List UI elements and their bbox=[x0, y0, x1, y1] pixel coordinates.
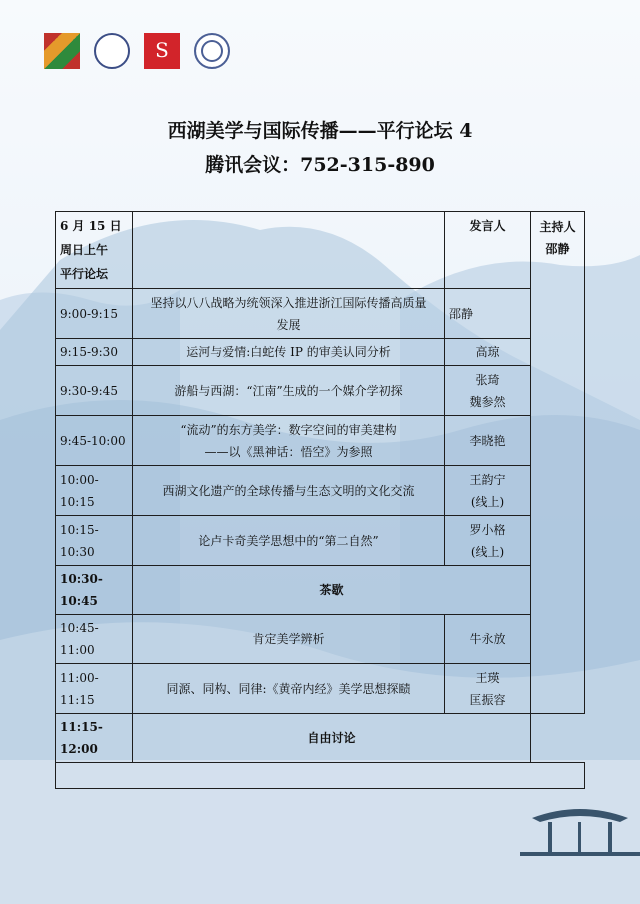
speaker-cell: 牛永放 bbox=[445, 615, 531, 664]
speaker-line: 魏参然 bbox=[469, 394, 506, 409]
speaker-cell bbox=[445, 516, 531, 566]
topic-cell bbox=[133, 289, 445, 339]
table-row bbox=[56, 416, 585, 466]
speaker-cell: 高琼 bbox=[445, 339, 531, 366]
topic-line: 坚持以八八战略为统领深入推进浙江国际传播高质量 bbox=[150, 295, 427, 310]
speaker-cell bbox=[445, 366, 531, 416]
discussion-label-cell: 自由讨论 bbox=[133, 714, 531, 763]
forum-label: 平行论坛 bbox=[60, 267, 109, 281]
date-label: 6 月 15 日 bbox=[60, 219, 122, 233]
table-row bbox=[56, 466, 585, 516]
discussion-time-cell: 11:15-12:00 bbox=[56, 714, 133, 763]
header-date-cell bbox=[56, 212, 133, 289]
speaker-line: 王韵宁 bbox=[469, 472, 506, 487]
topic-cell: 论卢卡奇美学思想中的“第二自然” bbox=[133, 516, 445, 566]
schedule-table bbox=[55, 211, 585, 789]
speaker-cell bbox=[445, 466, 531, 516]
university-emblem-logo bbox=[194, 33, 230, 69]
time-cell: 11:00-11:15 bbox=[56, 664, 133, 714]
break-label-cell: 茶歇 bbox=[133, 566, 531, 615]
speaker-header: 发言人 bbox=[445, 212, 531, 289]
topic-cell: 运河与爱情:白蛇传 IP 的审美认同分析 bbox=[133, 339, 445, 366]
time-cell: 9:45-10:00 bbox=[56, 416, 133, 466]
table-row bbox=[56, 339, 585, 366]
speaker-line: 匡振容 bbox=[469, 692, 506, 707]
table-row bbox=[56, 289, 585, 339]
zhejiang-university-logo bbox=[94, 33, 130, 69]
topic-line: ——以《黑神话：悟空》为参照 bbox=[204, 444, 373, 459]
topic-line: 发展 bbox=[276, 317, 301, 332]
speaker-line: (线上) bbox=[470, 544, 505, 559]
speaker-line: (线上) bbox=[470, 494, 505, 509]
host-name: 邵静 bbox=[545, 242, 570, 256]
table-row bbox=[56, 366, 585, 416]
time-cell: 9:30-9:45 bbox=[56, 366, 133, 416]
header-topic-cell bbox=[133, 212, 445, 289]
red-seal-logo: S bbox=[144, 33, 180, 69]
table-row-break bbox=[56, 566, 585, 615]
topic-cell bbox=[133, 416, 445, 466]
topic-cell: 游船与西湖：“江南”生成的一个媒介学初探 bbox=[133, 366, 445, 416]
speaker-cell bbox=[445, 664, 531, 714]
topic-cell: 肯定美学辨析 bbox=[133, 615, 445, 664]
time-cell: 9:15-9:30 bbox=[56, 339, 133, 366]
break-time-cell: 10:30-10:45 bbox=[56, 566, 133, 615]
meeting-id: 腾讯会议：752-315-890 bbox=[205, 154, 435, 176]
table-row bbox=[56, 615, 585, 664]
cosmetic-logo bbox=[44, 33, 80, 69]
speaker-cell: 邵静 bbox=[445, 289, 531, 339]
time-cell: 9:00-9:15 bbox=[56, 289, 133, 339]
table-row bbox=[56, 516, 585, 566]
speaker-line: 王瑛 bbox=[475, 670, 500, 685]
speaker-line: 罗小格 bbox=[469, 522, 506, 537]
time-cell: 10:45-11:00 bbox=[56, 615, 133, 664]
page-title: 西湖美学与国际传播——平行论坛 4 bbox=[167, 120, 473, 142]
table-row-empty bbox=[56, 763, 585, 789]
speaker-line: 张琦 bbox=[475, 372, 500, 387]
logo-bar bbox=[44, 32, 230, 70]
topic-cell: 同源、同构、同律:《黄帝内经》美学思想探赜 bbox=[133, 664, 445, 714]
period-label: 周日上午 bbox=[60, 243, 109, 257]
topic-line: “流动”的东方美学：数字空间的审美建构 bbox=[180, 422, 397, 437]
time-cell: 10:00-10:15 bbox=[56, 466, 133, 516]
empty-cell bbox=[56, 763, 585, 789]
host-column bbox=[531, 212, 585, 714]
table-row-discussion bbox=[56, 714, 585, 763]
speaker-cell: 李晓艳 bbox=[445, 416, 531, 466]
table-row bbox=[56, 664, 585, 714]
topic-cell: 西湖文化遗产的全球传播与生态文明的文化交流 bbox=[133, 466, 445, 516]
time-cell: 10:15-10:30 bbox=[56, 516, 133, 566]
host-header: 主持人 bbox=[539, 220, 576, 234]
